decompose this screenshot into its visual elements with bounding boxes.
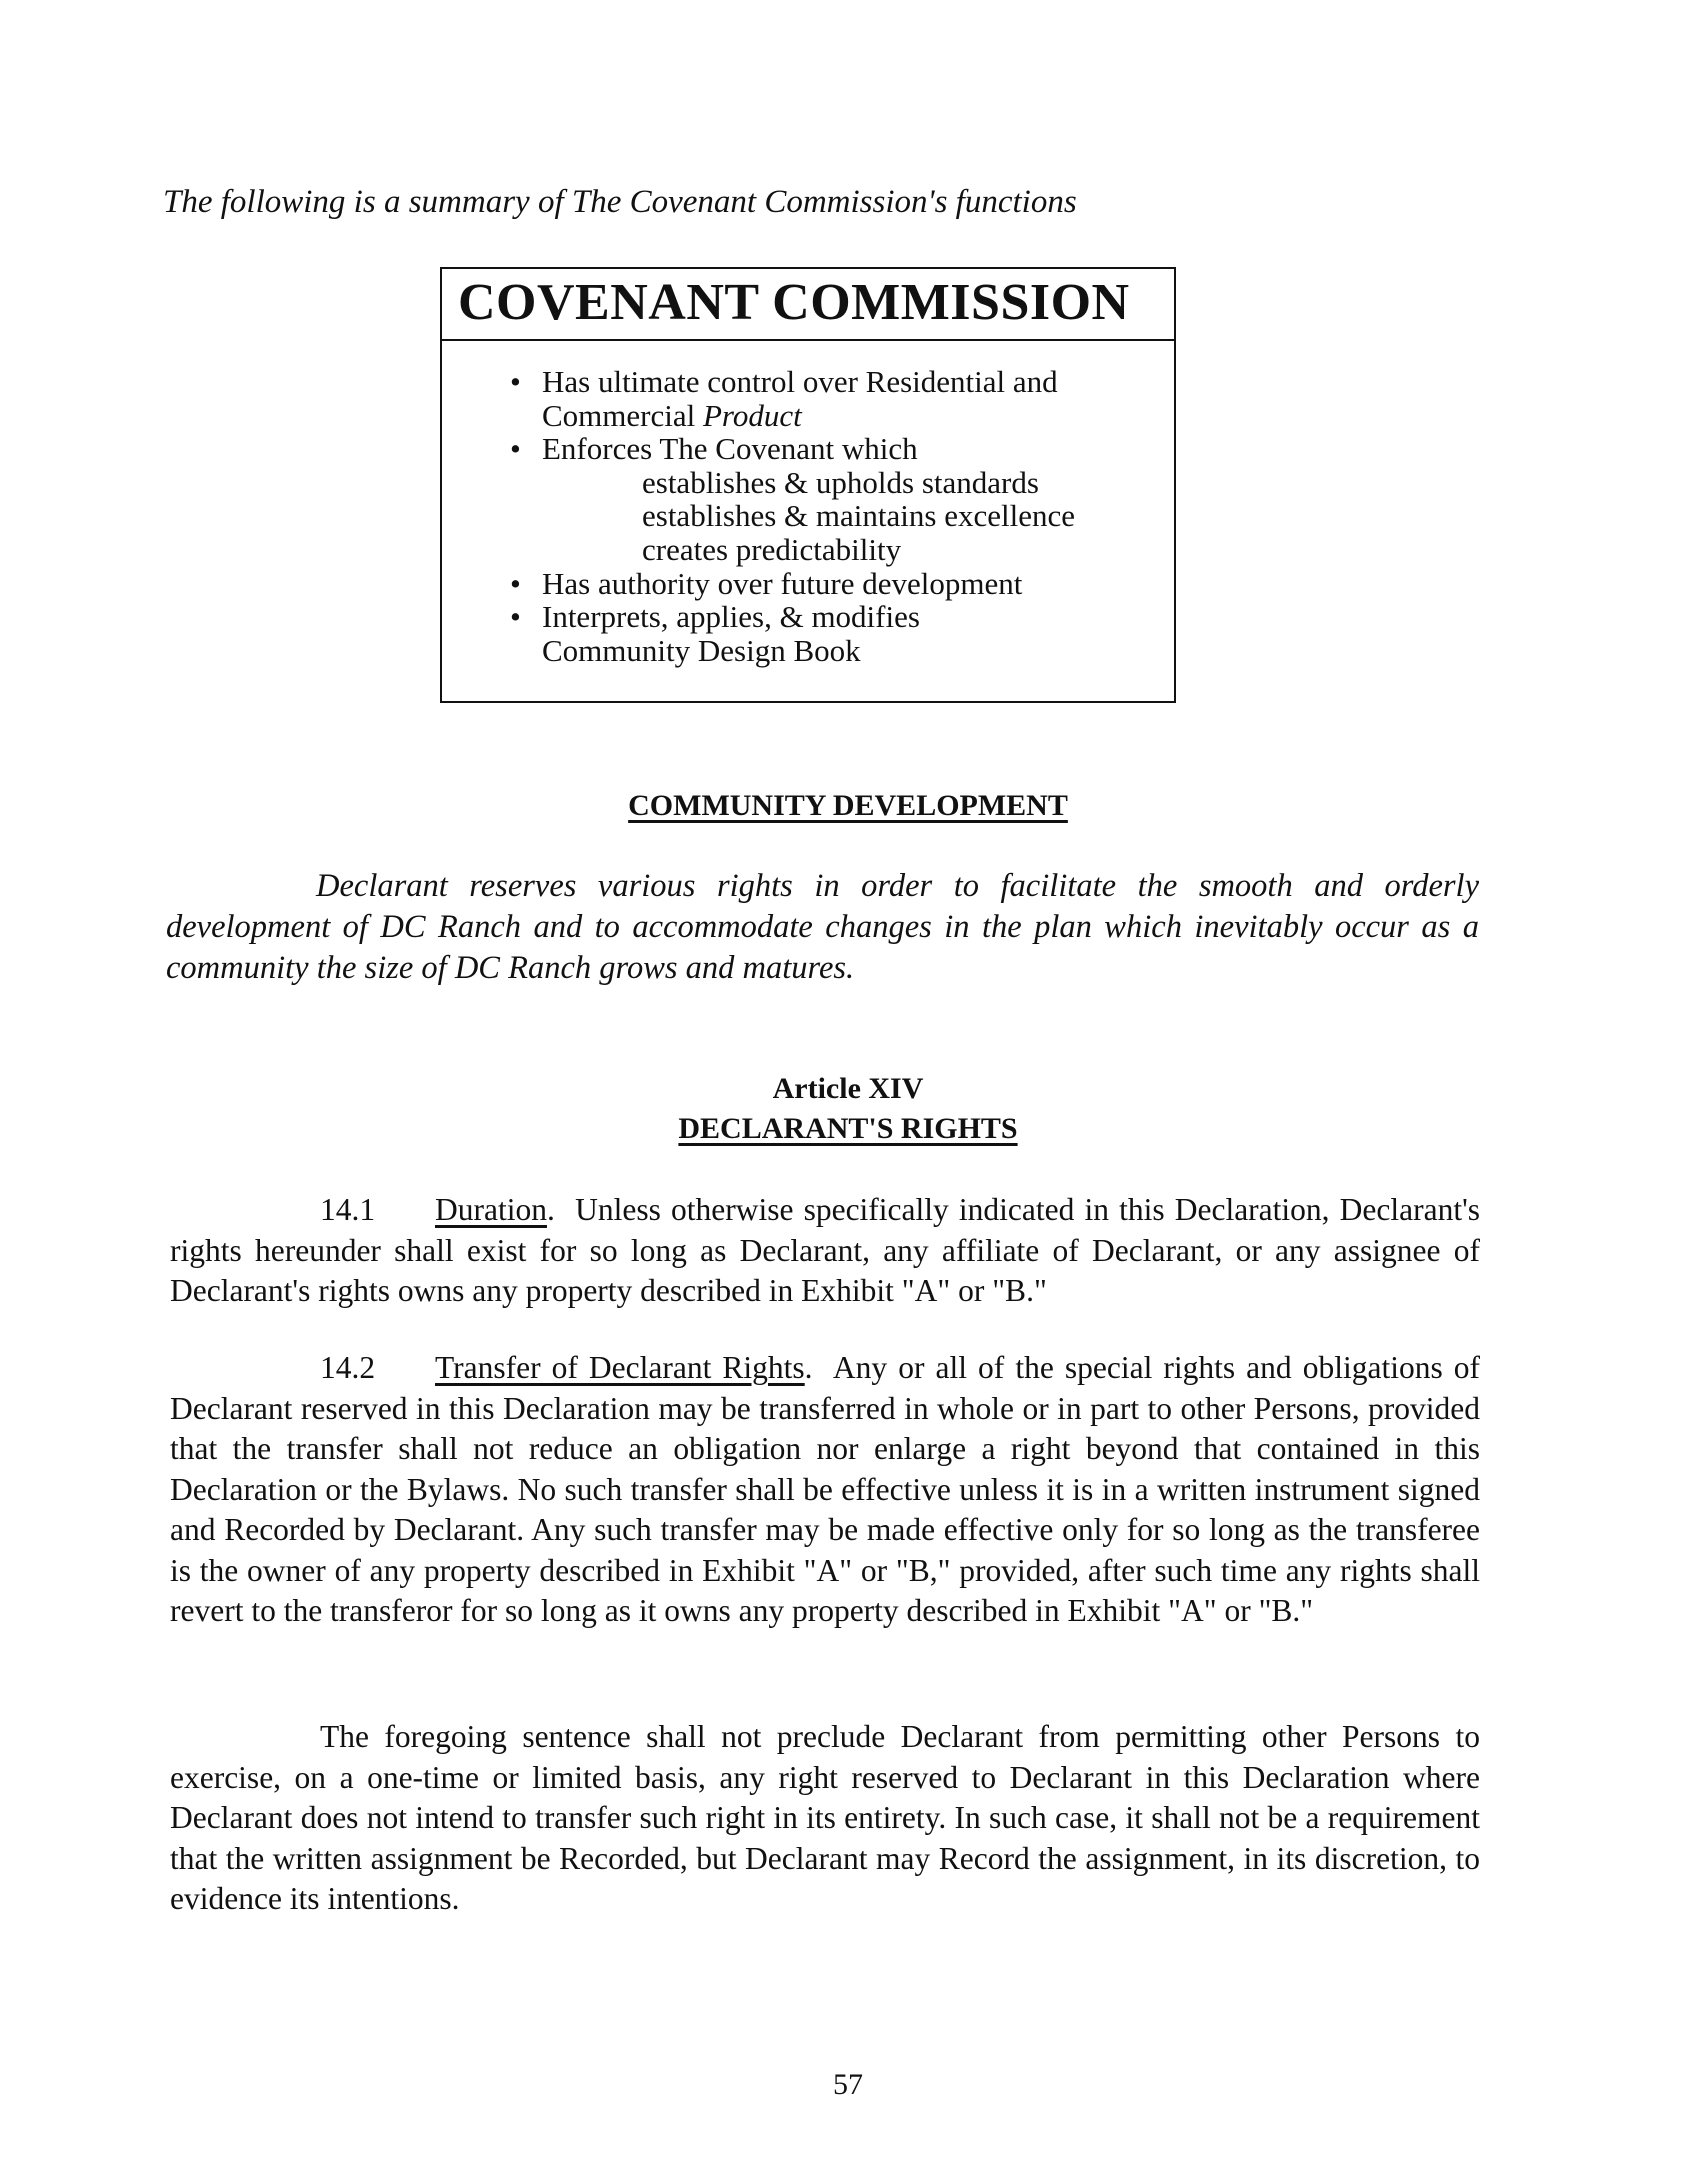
- section-title: Transfer of Declarant Rights: [435, 1350, 805, 1385]
- section-number: 14.2: [320, 1350, 376, 1385]
- community-development-paragraph: Declarant reserves various rights in order to facilitate the smooth and orderly development of DC Ranch and to accommodate changes in the plan which inevitably occur as a community the size of DC Ranch grows and matures.: [166, 868, 1479, 986]
- bullet-icon: •: [510, 599, 521, 635]
- sub-item: establishes & maintains excellence: [642, 498, 1075, 534]
- section-14-1: 14.1 Duration. Unless otherwise specifically indicated in this Declaration, Declarant's rights hereunder shall exist for so long as Declarant, any affiliate of Declarant, or any assignee of Declarant's rights owns any property described in Exhibit "A" or "B.": [170, 1192, 1481, 1308]
- sub-item: establishes & upholds standards: [642, 464, 1039, 500]
- list-item: • Has authority over future development: [510, 565, 1023, 601]
- section-number: 14.1: [320, 1192, 376, 1227]
- bullet-icon: •: [510, 364, 521, 399]
- list-item: • Interprets, applies, & modifies Community Design Book: [510, 599, 920, 668]
- article-title: DECLARANT'S RIGHTS: [678, 1112, 1018, 1145]
- covenant-commission-box: [440, 267, 1176, 703]
- list-item: • Enforces The Covenant which: [510, 431, 918, 467]
- bullet-icon: •: [510, 565, 521, 601]
- list-item: • Has ultimate control over Residential and Commercial Product: [510, 364, 1058, 433]
- community-development-heading: COMMUNITY DEVELOPMENT: [628, 789, 1068, 822]
- sub-item: creates predictability: [642, 531, 902, 567]
- section-title: Duration: [435, 1192, 547, 1227]
- bullet-icon: •: [510, 431, 521, 467]
- functions-list: [510, 365, 1075, 667]
- foregoing-paragraph: The foregoing sentence shall not preclude Declarant from permitting other Persons to exercise, on a one-time or limited basis, any right reserved to Declarant in this Declaration where Declarant does not intend to transfer such right in its entirety. In such case, it shall not be a requirement that the written assignment be Recorded, but Declarant may Record the assignment, in its discretion, to evidence its intentions.: [170, 1719, 1480, 1916]
- intro-text: The following is a summary of The Covenant Commission's functions: [163, 184, 1077, 220]
- page-number: 57: [833, 2068, 863, 2101]
- box-title: COVENANT COMMISSION: [442, 269, 1174, 341]
- section-14-2: 14.2 Transfer of Declarant Rights. Any or all of the special rights and obligations of Declarant reserved in this Declaration may be transferred in whole or in part to other Persons, provided that the transfer shall not reduce an obligation nor enlarge a right beyond that contained in this Declaration or the Bylaws. No such transfer shall be effective unless it is in a written instrument signed and Recorded by Declarant. Any such transfer may be made effective only for so long as the transferee is the owner of any property described in Exhibit "A" or "B," provided, after such time any rights shall revert to the transferor for so long as it owns any property described in Exhibit "A" or "B.": [170, 1350, 1481, 1628]
- article-number: Article XIV: [772, 1072, 924, 1105]
